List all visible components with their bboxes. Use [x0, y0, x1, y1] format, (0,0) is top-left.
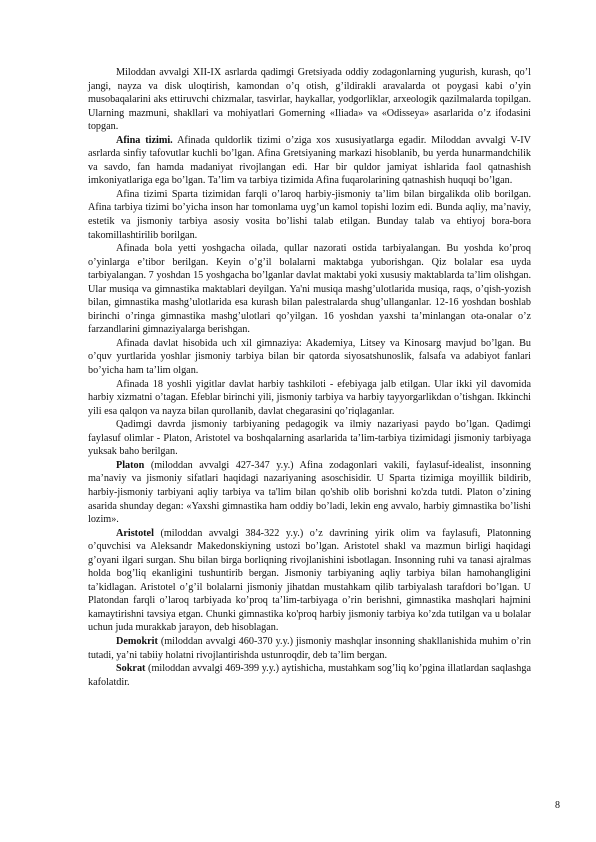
paragraph-intro: [88, 66, 531, 134]
paragraph-text: (miloddan avvalgi 384-322 y.y.) o’z davrining yirik olim va faylasufi, Platonning o’quvchisi va Aleksandr Makedonskiyning ustozi bo’lgan. Aristotel shakl va mazmun birligi haqidagi g’oyani ilgari surgan. Shu bilan birga borliqning rivojlanishini isbotlagan. Insonning ruhi va tanasi ajralmas holda bog’liq ekanligini tushuntirib bergan. Jismoniy tarbiyaning aqliy tarbiya bilan hamohangligini ta’kidlagan. Aristotel o’g’il bolalarni jismoniy jihatdan mustahkam qilib tarbiyalash tarafdori bo’lgan. U Platondan farqli o’laroq tarbiyada ko’proq ta’lim-tarbiyaga o’rin berishni, gimnastika mashqlari hajmini kamaytirishni tavsiya etgan. Chunki gimnastika ko'proq harbiy jismoniy tarbiya ko’zda tutilgan va u bolalar uchun juda murakkab jarayon, deb hisoblagan.: [88, 527, 531, 634]
paragraph-heading: Demokrit: [116, 635, 158, 647]
paragraph-efebiya: [88, 378, 531, 419]
paragraph-text: Afina tizimi Sparta tizimidan farqli o’laroq harbiy-jismoniy ta’lim bilan birgalikda olib borilgan. Afina tarbiya tizimi bo’yicha inson har tomonlama uyg’un kamol topishi lozim edi. Bunda aqliy, ma’naviy, estetik va jismoniy tarbiya asosiy vosita bo’lishi talab etilgan. Bunday talab va ehtiyoj bora-bora takomillashtirilib borilgan.: [88, 188, 531, 241]
paragraph-afina-upbringing: [88, 242, 531, 337]
paragraph-text: Afinada quldorlik tizimi o’ziga xos xususiyatlarga egadir. Miloddan avvalgi V-IV asrlarda sinfiy tafovutlar kuchli bo’lgan. Afina Gretsiyaning markazi hisoblanib, bu yerda hunarmandchilik va savdo, fan hamda madaniyat rivojlangan edi. Har bir quldor jamiyat ishlarida faol qatnashish imkoniyatlariga ega bo’lgan. Ta’lim va tarbiya tizimida Afina fuqarolarining qatnashish huquqi bo’lgan.: [88, 134, 531, 187]
paragraph-theory: [88, 418, 531, 459]
paragraph-text: Qadimgi davrda jismoniy tarbiyaning pedagogik va ilmiy nazariyasi paydo bo’lgan. Qadimgi faylasuf olimlar - Platon, Aristotel va boshqalarning asarlarida ta’lim-tarbiya tizimidagi jismoniy tarbiyaga yuksak baho berilgan.: [88, 419, 531, 458]
paragraph-heading: Sokrat: [116, 663, 146, 675]
paragraph-aristotel: [88, 527, 531, 635]
paragraph-text: (miloddan avvalgi 427-347 y.y.) Afina zodagonlari vakili, faylasuf-idealist, insonning ma’naviy va jismoniy sifatlari haqidagi nazariyaning asoschisidir. U Sparta tizimiga moyillik bildirib, harbiy-jismoniy tarbiyani aqliy tarbiya va ta'lim bilan qo'shib olib borishni ko'zda tutdi. Platon o’zining asarida shunday degan: «Yaxshi gimnastika ham oddiy bo’ladi, lekin eng avvalo, harbiy gimnastika bo’lishi lozim».: [88, 459, 531, 526]
paragraph-sokrat: [88, 662, 531, 689]
paragraph-text: Afinada davlat hisobida uch xil gimnaziya: Akademiya, Litsey va Kinosarg mavjud bo’lgan. Bu o’quv yurtlarida yoshlar jismoniy tarbiya bilan bir qatorda siyosatshunoslik, falsafa va adabiyot fanlari bo’yicha ham ta’lim olgan.: [88, 337, 531, 377]
paragraph-text: (miloddan avvalgi 469-399 y.y.) aytishicha, mustahkam sog’liq ko’pgina illatlardan saqlashga kafolatdir.: [88, 663, 531, 688]
paragraph-heading: Platon: [116, 459, 145, 471]
paragraph-text: (miloddan avvalgi 460-370 y.y.) jismoniy mashqlar insonning shakllanishida muhim o’rin tutadi, ya’ni tabiiy holatni rivojlantirishda ustunroqdir, deb ta’lim bergan.: [88, 635, 531, 661]
paragraph-afina-vs-sparta: [88, 188, 531, 242]
paragraph-heading: Aristotel: [116, 527, 154, 539]
paragraph-gymnasiums: [88, 337, 531, 378]
paragraph-heading: Afina tizimi.: [116, 134, 173, 146]
paragraph-demokrit: [88, 635, 531, 662]
paragraph-text: Afinada bola yetti yoshgacha oilada, qullar nazorati ostida tarbiyalangan. Bu yoshda ko’proq o’yinlarga e’tibor berilgan. Keyin o’g’il bolalarni maktabga yuborishgan. Qiz bolalar esa uyda tarbiyalangan. 7 yoshdan 15 yoshgacha bo’lganlar davlat maktabi yoki xususiy maktablarda ta’lim olishgan. Ular musiqa va gimnastika maktablari deyilgan. Ya'ni musiqa mashg’ulotlarida musiqa, raqs, o’qish-yozish bilan, gimnastika mashg’ulotlarida esa kurash bilan palestralarda shug’ullanganlar. 12-16 yoshdan boshlab birinchi o’ringa gimnastika mashg’ulotlari qo’yilgan. 16 yoshdan yaxshi ta’minlangan ota-onalar o’z farzandlarini gimnaziyalarga berishgan.: [88, 243, 531, 336]
paragraph-text: Miloddan avvalgi XII-IX asrlarda qadimgi Gretsiyada oddiy zodagonlarning yugurish, kurash, qo’l jangi, nayza va disk uloqtirish, kamondan o’q otish, g’ildirakli aravalarda ot poygasi kabi o’yin musobaqalarini aks ettiruvchi chizmalar, tasvirlar, haykallar, yodgorliklar, arxeologik qazilmalarda topilgan. Ularning mazmuni, shakllari va mohiyatlari Gomerning «Iliada» va «Odisseya» asarlarida o’z ifodasini topgan.: [88, 67, 531, 133]
paragraph-afina-system: [88, 134, 531, 188]
paragraph-text: Afinada 18 yoshli yigitlar davlat harbiy tashkiloti - efebiyaga jalb etilgan. Ular ikki yil davomida harbiy xizmatni o’tagan. Efeblar birinchi yili, jismoniy tarbiya va harbiy tayyorgarlikdan o’tishgan. Ikkinchi yili esa qalqon va nayza bilan qurollanib, davlat chegarasini qo’riqlaganlar.: [88, 378, 531, 417]
page-number: 8: [555, 800, 560, 811]
paragraph-platon: [88, 459, 531, 527]
